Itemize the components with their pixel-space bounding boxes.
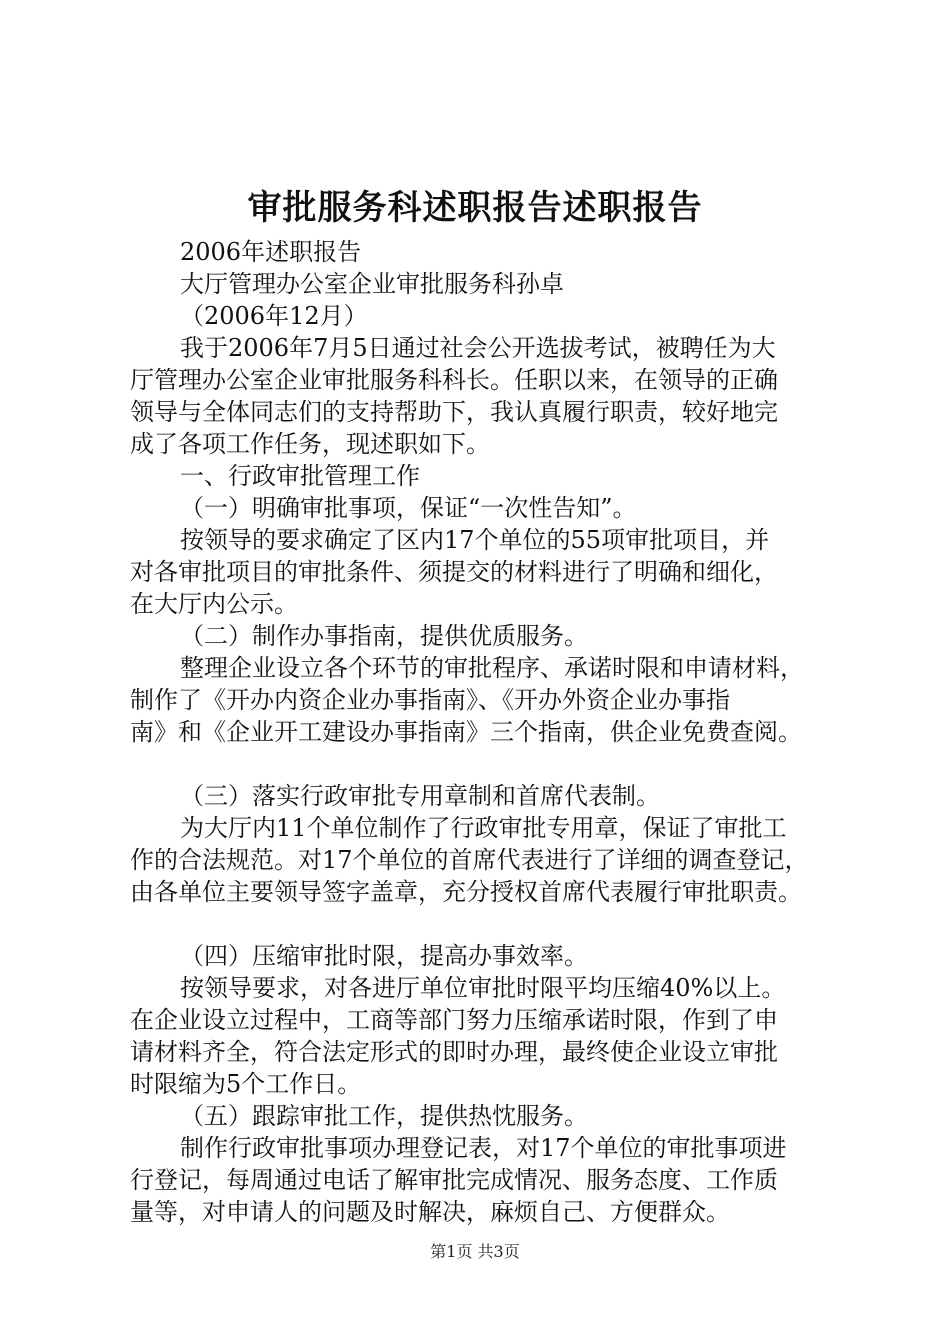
page-footer: 第1页 共3页: [430, 1242, 520, 1261]
report-year-line: 2006年述职报告: [180, 238, 362, 266]
paragraph-line: 我于2006年7月5日通过社会公开选拔考试，被聘任为大: [180, 334, 776, 362]
subsection-heading: （三）落实行政审批专用章制和首席代表制。: [180, 782, 660, 810]
paragraph-line: 对各审批项目的审批条件、须提交的材料进行了明确和细化，: [130, 558, 778, 586]
date-line: （2006年12月）: [180, 302, 368, 330]
paragraph-line: 制作行政审批事项办理登记表，对17个单位的审批事项进: [180, 1134, 787, 1162]
paragraph-line: 为大厅内11个单位制作了行政审批专用章，保证了审批工: [180, 814, 787, 842]
subsection-heading: （一）明确审批事项，保证“一次性告知”。: [180, 494, 637, 522]
paragraph-line: 在企业设立过程中，工商等部门努力压缩承诺时限，作到了申: [130, 1006, 778, 1034]
paragraph-line: 作的合法规范。对17个单位的首席代表进行了详细的调查登记，: [130, 846, 809, 874]
document-body: [130, 236, 840, 1228]
paragraph-line: 请材料齐全，符合法定形式的即时办理，最终使企业设立审批: [130, 1038, 778, 1066]
paragraph-line: 行登记，每周通过电话了解审批完成情况、服务态度、工作质: [130, 1166, 778, 1194]
paragraph-line: 厅管理办公室企业审批服务科科长。任职以来，在领导的正确: [130, 366, 778, 394]
paragraph-line: 南》和《企业开工建设办事指南》三个指南，供企业免费查阅。: [130, 718, 802, 746]
paragraph-line: 成了各项工作任务，现述职如下。: [130, 430, 490, 458]
paragraph-spacer: [130, 908, 840, 940]
subsection-heading: （四）压缩审批时限，提高办事效率。: [180, 942, 588, 970]
author-line: 大厅管理办公室企业审批服务科孙卓: [180, 270, 564, 298]
paragraph-line: 量等，对申请人的问题及时解决，麻烦自己、方便群众。: [130, 1198, 730, 1226]
paragraph-line: 在大厅内公示。: [130, 590, 298, 618]
document-title: 审批服务科述职报告述职报告: [247, 188, 703, 228]
paragraph-line: 制作了《开办内资企业办事指南》、《开办外资企业办事指: [130, 686, 730, 714]
paragraph-line: 按领导要求，对各进厅单位审批时限平均压缩40%以上。: [180, 974, 786, 1002]
paragraph-line: 整理企业设立各个环节的审批程序、承诺时限和申请材料，: [180, 654, 804, 682]
paragraph-line: 按领导的要求确定了区内17个单位的55项审批项目，并: [180, 526, 770, 554]
paragraph-spacer: [130, 748, 840, 780]
paragraph-line: 由各单位主要领导签字盖章，充分授权首席代表履行审批职责。: [130, 878, 802, 906]
paragraph-line: 时限缩为5个工作日。: [130, 1070, 362, 1098]
section-heading: 一、行政审批管理工作: [180, 462, 420, 490]
subsection-heading: （二）制作办事指南，提供优质服务。: [180, 622, 588, 650]
subsection-heading: （五）跟踪审批工作，提供热忱服务。: [180, 1102, 588, 1130]
paragraph-line: 领导与全体同志们的支持帮助下，我认真履行职责，较好地完: [130, 398, 778, 426]
